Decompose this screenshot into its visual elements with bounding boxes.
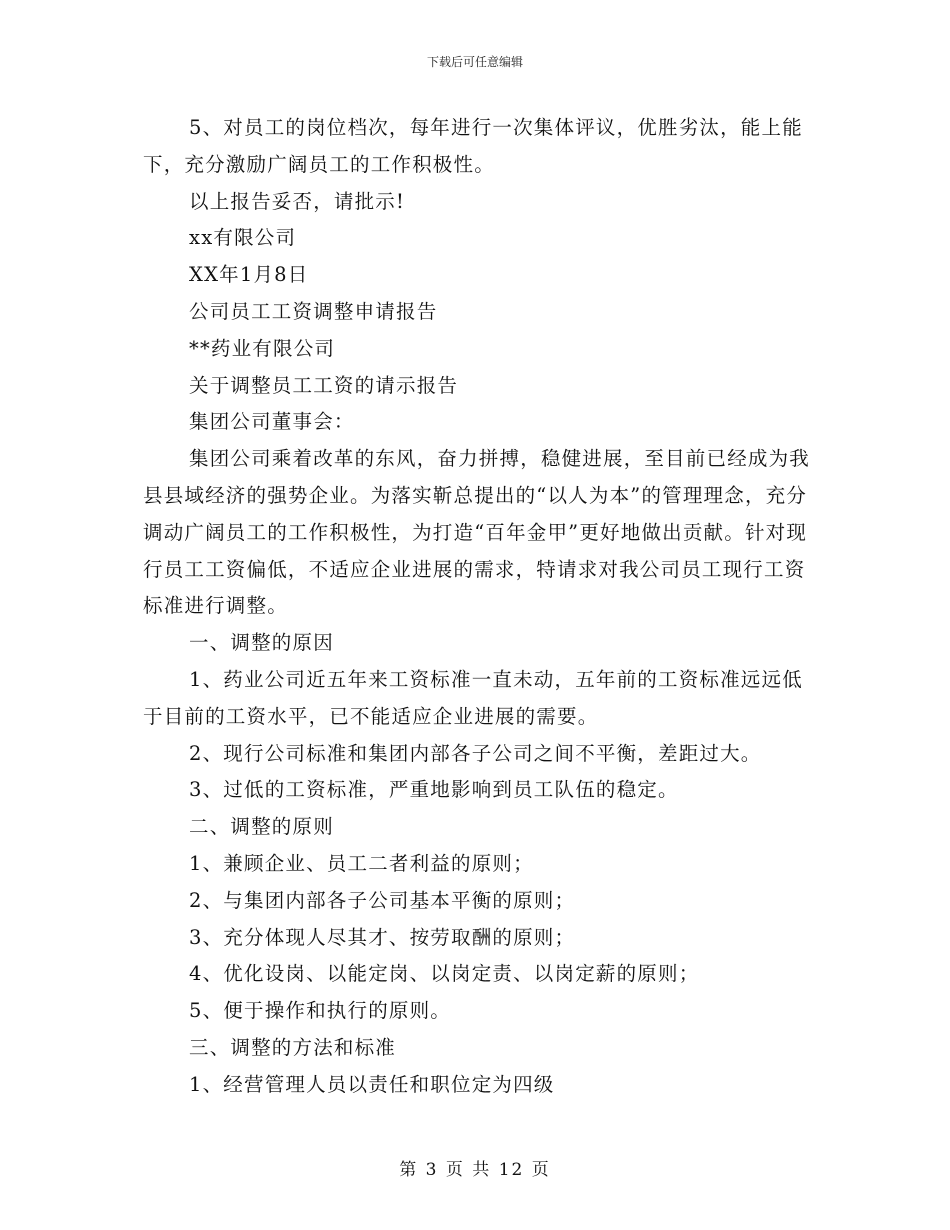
paragraph-3: xx有限公司 [189,226,297,250]
paragraph-9: 集团公司乘着改革的东风，奋力拼搏，稳健进展，至目前已经成为我县县域经济的强势企业。为落实靳总提出的“以人为本”的管理理念，充分调动广阔员工的工作积极性，为打造“百年金甲”更好地做出贡献。针对现行员工工资偏低，不适应企业进展的需求，特请求对我公司员工现行工资标准进行调整。 [143,447,811,618]
paragraph-10: 一、调整的原因 [189,631,334,655]
paragraph-1: 5、对员工的岗位档次，每年进行一次集体评议，优胜劣汰，能上能下，充分激励广阔员工的工作积极性。 [143,116,803,176]
paragraph-5: 公司员工工资调整申请报告 [189,299,438,323]
paragraph-13: 3、过低的工资标准，严重地影响到员工队伍的稳定。 [189,778,679,802]
paragraph-11: 1、药业公司近五年来工资标准一直未动，五年前的工资标准远远低于目前的工资水平，已不能适应企业进展的需要。 [143,667,803,728]
page-header-note: 下载后可任意编辑 [426,55,523,69]
page-number-footer: 第 3 页 共 12 页 [399,1160,551,1180]
paragraph-17: 3、充分体现人尽其才、按劳取酬的原则； [189,925,576,949]
paragraph-15: 1、兼顾企业、员工二者利益的原则； [189,851,534,875]
paragraph-7: 关于调整员工工资的请示报告 [189,373,459,397]
paragraph-2: 以上报告妥否，请批示! [189,189,406,213]
paragraph-18: 4、优化设岗、以能定岗、以岗定责、以岗定薪的原则； [189,962,700,986]
paragraph-14: 二、调整的原则 [189,815,334,839]
paragraph-20: 三、调整的方法和标准 [189,1035,397,1059]
paragraph-12: 2、现行公司标准和集团内部各子公司之间不平衡，差距过大。 [189,741,762,765]
document-body [143,110,813,1104]
paragraph-8: 集团公司董事会： [189,410,355,434]
paragraph-19: 5、便于操作和执行的原则。 [189,999,452,1023]
paragraph-6: **药业有限公司 [189,336,336,360]
paragraph-4: XX年1月8日 [189,263,309,287]
paragraph-21: 1、经营管理人员以责任和职位定为四级 [189,1072,555,1096]
paragraph-16: 2、与集团内部各子公司基本平衡的原则； [189,888,576,912]
